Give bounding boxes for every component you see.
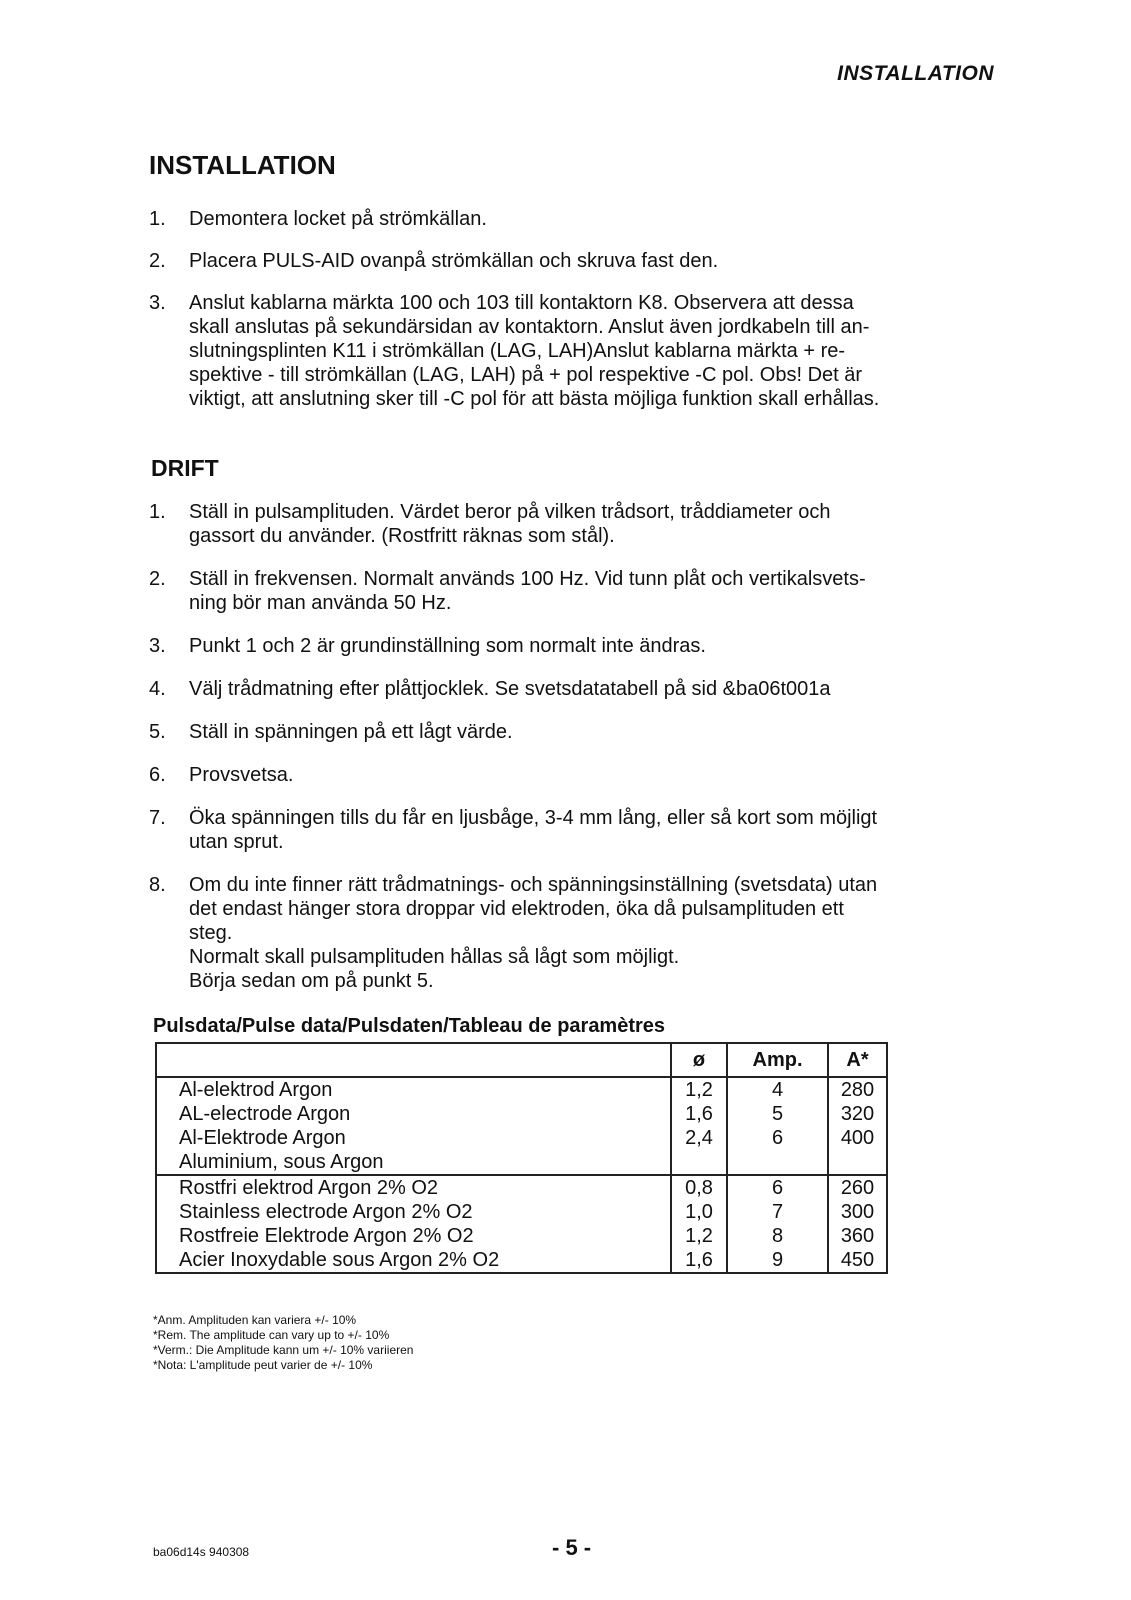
step-number: 7.	[149, 807, 166, 829]
current-value: 360	[840, 1225, 875, 1247]
step-text-line: Välj trådmatning efter plåttjocklek. Se svetsdatatabell på sid &ba06t001a	[189, 678, 831, 700]
step-text-line: skall anslutas på sekundärsidan av kontaktorn. Anslut även jordkabeln till an-	[189, 316, 870, 338]
drift-steps	[149, 500, 1009, 1012]
list-item	[149, 207, 1009, 231]
amplitude-value: 4	[771, 1079, 784, 1101]
list-item	[149, 291, 1009, 411]
cell-wire-diameter	[671, 1175, 727, 1273]
cell-electrode-description	[156, 1175, 671, 1273]
cell-electrode-description	[156, 1077, 671, 1175]
current-value: 320	[840, 1103, 875, 1125]
table-row	[156, 1077, 887, 1175]
electrode-description: Al-Elektrode Argon	[179, 1127, 346, 1149]
electrode-description: Rostfreie Elektrode Argon 2% O2	[179, 1225, 474, 1247]
wire-diameter: 1,6	[685, 1103, 713, 1125]
amplitude-value: 6	[771, 1177, 784, 1199]
header-description	[156, 1043, 671, 1077]
step-text-line: Börja sedan om på punkt 5.	[189, 970, 434, 992]
step-text-line: viktigt, att anslutning sker till -C pol för att bästa möjliga funktion skall erhållas.	[189, 388, 880, 410]
step-number: 2.	[149, 568, 166, 590]
step-number: 1.	[149, 501, 166, 523]
table-row	[156, 1175, 887, 1273]
step-text-line: steg.	[189, 922, 233, 944]
list-item	[149, 806, 1009, 854]
electrode-description: Al-elektrod Argon	[179, 1079, 333, 1101]
pulse-data-table	[155, 1042, 888, 1274]
installation-steps	[149, 207, 1009, 429]
wire-diameter: 0,8	[685, 1177, 713, 1199]
step-text-line: Ställ in spänningen på ett lågt värde.	[189, 721, 513, 743]
step-number: 6.	[149, 764, 166, 786]
current-value: 280	[840, 1079, 875, 1101]
step-text-line: Placera PULS-AID ovanpå strömkällan och skruva fast den.	[189, 250, 719, 272]
step-text-line: utan sprut.	[189, 831, 284, 853]
note-line: *Rem. The amplitude can vary up to +/- 10%	[153, 1328, 390, 1342]
step-text-line: Punkt 1 och 2 är grundinställning som normalt inte ändras.	[189, 635, 706, 657]
step-text-line: Provsvetsa.	[189, 764, 294, 786]
list-item	[149, 567, 1009, 615]
step-text-line: Ställ in pulsamplituden. Värdet beror på vilken trådsort, tråddiameter och	[189, 501, 831, 523]
step-number: 8.	[149, 874, 166, 896]
wire-diameter: 1,6	[685, 1249, 713, 1271]
list-item	[149, 763, 1009, 787]
wire-diameter: 1,2	[685, 1225, 713, 1247]
step-text-line: Om du inte finner rätt trådmatnings- och spänningsinställning (svetsdata) utan	[189, 874, 878, 896]
step-number: 4.	[149, 678, 166, 700]
list-item	[149, 873, 1009, 993]
header-diameter: ø	[671, 1043, 727, 1077]
cell-current-value	[828, 1175, 887, 1273]
pulse-table-body	[156, 1077, 887, 1273]
step-number: 3.	[149, 635, 166, 657]
amplitude-notes	[153, 1313, 413, 1373]
step-text-line: ning bör man använda 50 Hz.	[189, 592, 452, 614]
wire-diameter: 1,2	[685, 1079, 713, 1101]
electrode-description: Rostfri elektrod Argon 2% O2	[179, 1177, 439, 1199]
step-text-line: gassort du använder. (Rostfritt räknas som stål).	[189, 525, 615, 547]
amplitude-value: 6	[771, 1127, 784, 1149]
table-header-row	[156, 1043, 887, 1077]
step-number: 1.	[149, 208, 166, 230]
amplitude-value: 5	[771, 1103, 784, 1125]
list-item	[149, 249, 1009, 273]
electrode-description: AL-electrode Argon	[179, 1103, 351, 1125]
note-line: *Nota: L'amplitude peut varier de +/- 10%	[153, 1358, 373, 1372]
step-text-line: spektive - till strömkällan (LAG, LAH) på + pol respektive -C pol. Obs! Det är	[189, 364, 863, 386]
electrode-description: Acier Inoxydable sous Argon 2% O2	[179, 1249, 500, 1271]
list-item	[149, 720, 1009, 744]
note-line: *Anm. Amplituden kan variera +/- 10%	[153, 1313, 357, 1327]
list-item	[149, 500, 1009, 548]
amplitude-value: 8	[771, 1225, 784, 1247]
current-value: 400	[840, 1127, 875, 1149]
running-header-title: INSTALLATION	[837, 62, 994, 85]
step-number: 2.	[149, 250, 166, 272]
wire-diameter: 1,0	[685, 1201, 713, 1223]
installation-heading: INSTALLATION	[149, 150, 336, 180]
current-value: 450	[840, 1249, 875, 1271]
amplitude-value: 7	[771, 1201, 784, 1223]
header-current: A*	[828, 1043, 887, 1077]
current-value: 300	[840, 1201, 875, 1223]
step-text-line: slutningsplinten K11 i strömkällan (LAG, LAH)Anslut kablarna märkta + re-	[189, 340, 846, 362]
step-text-line: Öka spänningen tills du får en ljusbåge, 3-4 mm lång, eller så kort som möjligt	[189, 807, 878, 829]
step-text-line: det endast hänger stora droppar vid elektroden, öka då pulsamplituden ett	[189, 898, 844, 920]
cell-wire-diameter	[671, 1077, 727, 1175]
list-item	[149, 634, 1009, 658]
step-text-line: Anslut kablarna märkta 100 och 103 till kontaktorn K8. Observera att dessa	[189, 292, 854, 314]
pulse-table-title: Pulsdata/Pulse data/Pulsdaten/Tableau de paramètres	[153, 1015, 666, 1037]
step-text-line: Normalt skall pulsamplituden hållas så lågt som möjligt.	[189, 946, 680, 968]
current-value: 260	[840, 1177, 875, 1199]
header-amplitude: Amp.	[727, 1043, 828, 1077]
cell-current-value	[828, 1077, 887, 1175]
amplitude-value: 9	[771, 1249, 784, 1271]
page-number: - 5 -	[552, 1535, 592, 1560]
cell-amplitude-value	[727, 1077, 828, 1175]
step-number: 3.	[149, 292, 166, 314]
wire-diameter: 2,4	[685, 1127, 713, 1149]
note-line: *Verm.: Die Amplitude kann um +/- 10% variieren	[153, 1343, 414, 1357]
step-text-line: Ställ in frekvensen. Normalt används 100 Hz. Vid tunn plåt och vertikalsvets-	[189, 568, 866, 590]
list-item	[149, 677, 1009, 701]
cell-amplitude-value	[727, 1175, 828, 1273]
step-text-line: Demontera locket på strömkällan.	[189, 208, 487, 230]
document-code: ba06d14s 940308	[153, 1545, 250, 1559]
electrode-description: Aluminium, sous Argon	[179, 1151, 384, 1173]
drift-heading: DRIFT	[151, 455, 219, 481]
step-number: 5.	[149, 721, 166, 743]
electrode-description: Stainless electrode Argon 2% O2	[179, 1201, 473, 1223]
